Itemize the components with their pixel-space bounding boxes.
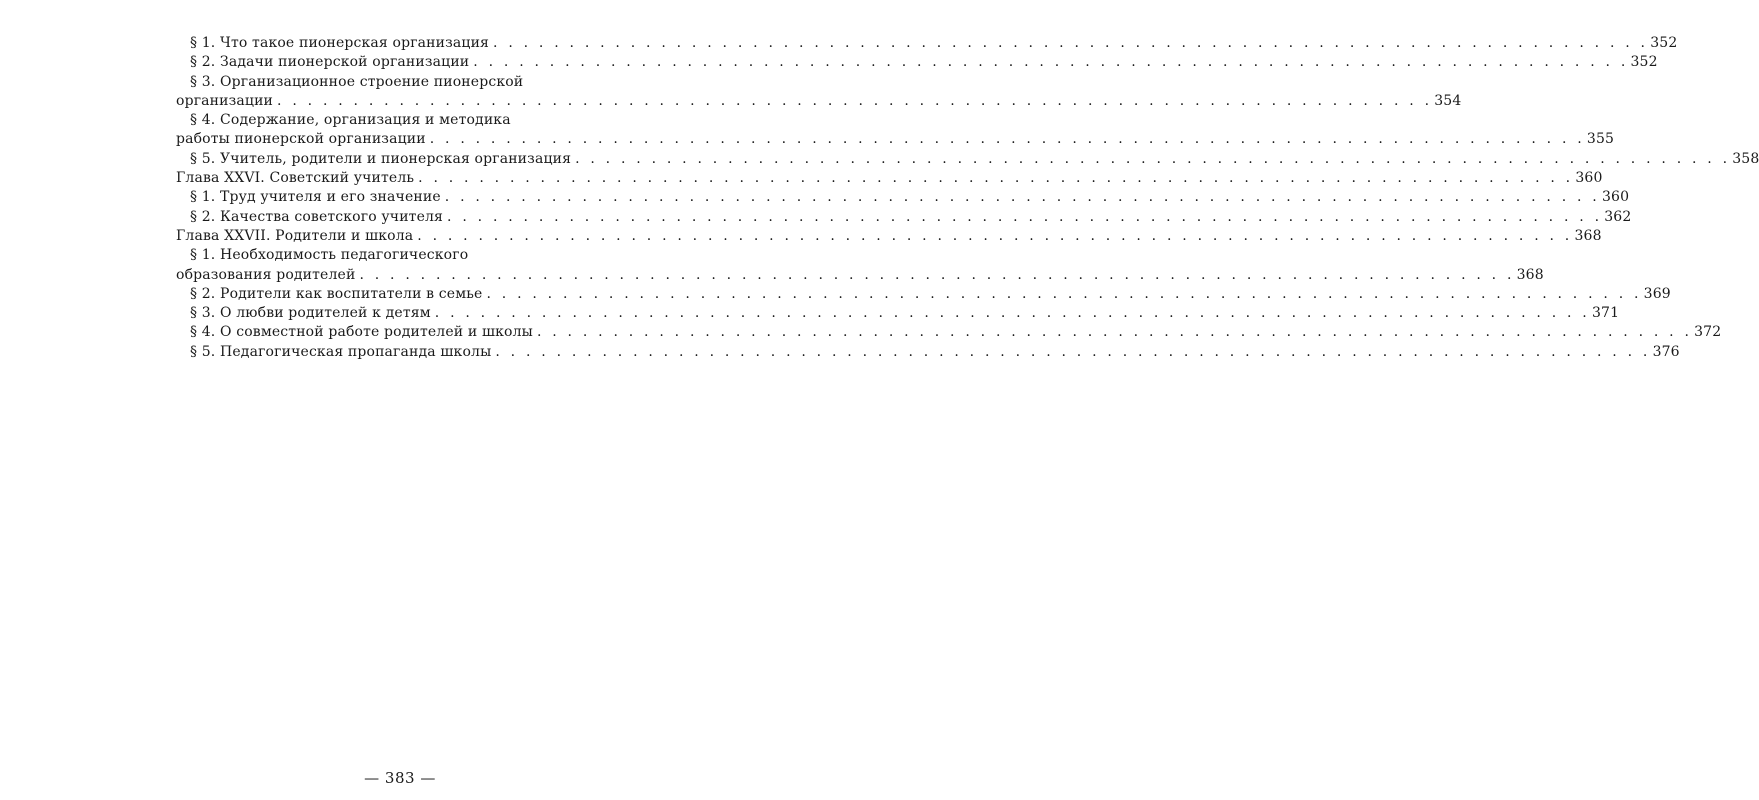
toc-section-entry bbox=[176, 304, 1620, 323]
toc-page-number: 355 bbox=[1586, 131, 1615, 148]
dot-leader bbox=[571, 150, 1732, 169]
toc-line bbox=[176, 73, 620, 92]
toc-entry-title: § 3. О любви родителей к детям bbox=[190, 305, 431, 322]
toc-section-entry bbox=[176, 246, 1544, 285]
toc-line bbox=[176, 227, 1602, 246]
toc-page-number: 352 bbox=[1650, 35, 1678, 51]
toc-section-entry bbox=[176, 53, 1658, 72]
dot-leader bbox=[443, 208, 1604, 227]
toc-page-number: 368 bbox=[1574, 227, 1602, 244]
toc-entry-title: § 4. Содержание, организация и методика bbox=[190, 112, 511, 129]
toc-section-entry bbox=[176, 111, 1615, 150]
toc-entry-title: § 2. Задачи пионерской организации bbox=[190, 54, 470, 71]
toc-page-number: 376 bbox=[1652, 343, 1680, 360]
dot-leader bbox=[414, 169, 1575, 188]
dot-leader bbox=[491, 343, 1652, 362]
toc-line bbox=[176, 34, 1678, 53]
dot-leader bbox=[441, 188, 1602, 207]
toc-line bbox=[176, 285, 1671, 304]
toc-entry-title: § 1. Необходимость педагогического bbox=[190, 247, 469, 264]
toc-entry-title: § 3. Организационное строение пионерской bbox=[190, 73, 524, 90]
toc-line bbox=[176, 150, 1759, 169]
toc-section-entry bbox=[176, 208, 1632, 227]
toc-page-number: 369 bbox=[1643, 285, 1671, 302]
toc-entry-title: § 1. Что такое пионерская организация bbox=[190, 35, 490, 51]
toc-page-number: 368 bbox=[1516, 266, 1544, 283]
toc-line bbox=[176, 188, 1630, 207]
toc-line bbox=[176, 130, 1615, 149]
dot-leader bbox=[482, 285, 1643, 304]
toc-entry-title: § 4. О совместной работе родителей и школы bbox=[190, 324, 533, 341]
toc-page-number: 360 bbox=[1601, 189, 1630, 206]
toc-entry-title: § 5. Учитель, родители и пионерская организация bbox=[190, 150, 572, 167]
toc-page-number: 358 bbox=[1732, 150, 1759, 167]
toc-line bbox=[176, 111, 620, 130]
toc-section-entry bbox=[176, 343, 1680, 362]
toc-entry-title: организации bbox=[176, 92, 274, 109]
toc-entry-title: Глава XXVI. Советский учитель bbox=[176, 170, 415, 187]
toc-entry-title: § 2. Родители как воспитатели в семье bbox=[190, 285, 483, 302]
toc-line bbox=[176, 323, 1722, 342]
dot-leader bbox=[533, 323, 1694, 342]
toc-line bbox=[176, 266, 1544, 285]
toc-section-entry bbox=[176, 188, 1630, 207]
toc-page-number: 372 bbox=[1694, 324, 1722, 341]
dot-leader bbox=[489, 34, 1650, 53]
toc-line bbox=[176, 208, 1632, 227]
toc-page-number: 354 bbox=[1434, 92, 1462, 109]
toc-section-entry bbox=[176, 150, 1759, 169]
toc-chapter-entry bbox=[176, 169, 1603, 188]
dot-leader bbox=[426, 130, 1587, 149]
table-of-contents bbox=[176, 34, 1759, 362]
toc-page-number: 360 bbox=[1575, 170, 1603, 187]
toc-section-entry bbox=[176, 73, 1462, 112]
dot-leader bbox=[413, 227, 1574, 246]
dot-leader bbox=[273, 92, 1434, 111]
toc-page-number: 362 bbox=[1604, 208, 1632, 225]
toc-entry-title: § 2. Качества советского учителя bbox=[190, 208, 444, 225]
toc-line bbox=[176, 343, 1680, 362]
toc-line bbox=[176, 53, 1658, 72]
toc-section-entry bbox=[176, 323, 1722, 342]
toc-line bbox=[176, 169, 1603, 188]
toc-entry-title: Глава XXVII. Родители и школа bbox=[176, 227, 414, 244]
toc-entry-title: образования родителей bbox=[176, 266, 356, 283]
dot-leader bbox=[355, 266, 1516, 285]
toc-section-entry bbox=[176, 34, 1678, 53]
page-number: — 383 — bbox=[364, 769, 436, 787]
toc-section-entry bbox=[176, 285, 1671, 304]
toc-page-number: 371 bbox=[1591, 305, 1620, 322]
toc-line bbox=[176, 246, 620, 265]
toc-entry-title: § 1. Труд учителя и его значение bbox=[190, 189, 441, 206]
toc-page-number: 352 bbox=[1630, 54, 1658, 71]
toc-line bbox=[176, 92, 1462, 111]
toc-entry-title: работы пионерской организации bbox=[176, 131, 426, 148]
toc-chapter-entry bbox=[176, 227, 1602, 246]
toc-entry-title: § 5. Педагогическая пропаганда школы bbox=[190, 343, 492, 360]
dot-leader bbox=[469, 53, 1630, 72]
dot-leader bbox=[431, 304, 1592, 323]
toc-line bbox=[176, 304, 1620, 323]
